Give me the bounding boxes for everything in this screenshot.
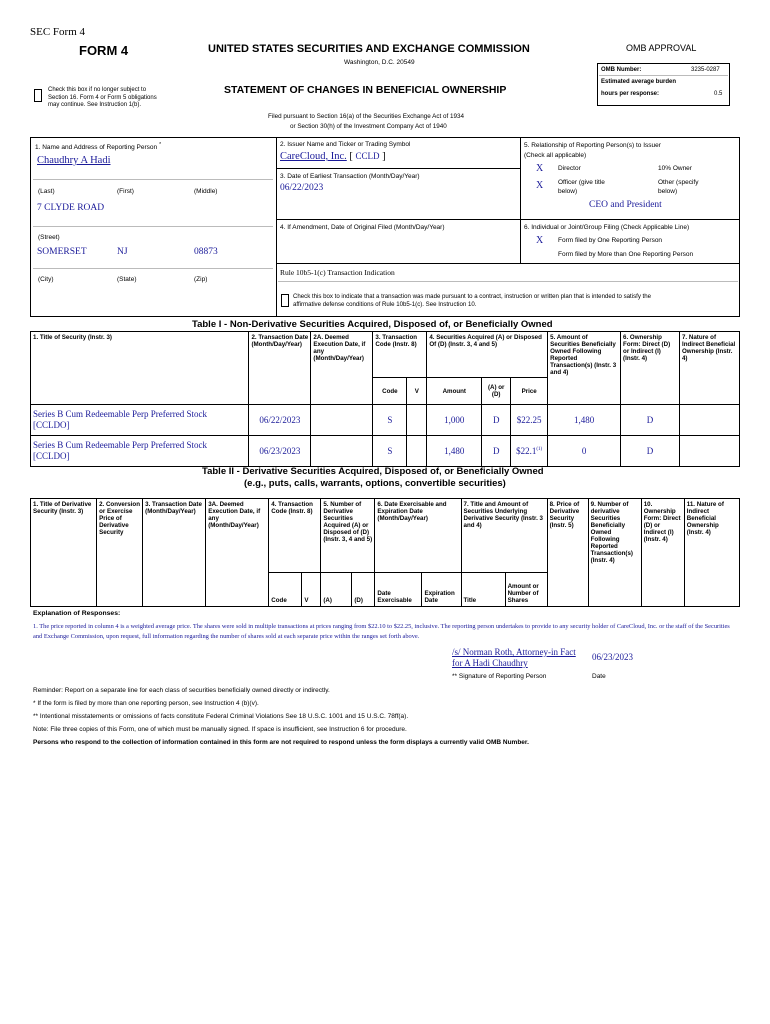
box5-label: 5. Relationship of Reporting Person(s) to Issuer (Check all applicable) bbox=[524, 142, 661, 159]
t1-sub-amount: Amount bbox=[427, 378, 482, 405]
t2-sub-v: V bbox=[302, 573, 321, 607]
no-longer-subject-checkbox[interactable] bbox=[34, 89, 42, 102]
t1-h1: 1. Title of Security (Instr. 3) bbox=[31, 332, 249, 405]
t2-sub-title: Title bbox=[461, 573, 505, 607]
footnote-ref[interactable]: (1) bbox=[536, 447, 543, 452]
t2-sub-expiration: Expiration Date bbox=[422, 573, 461, 607]
filed-pursuant-2: or Section 30(h) of the Investment Company Act of 1940 bbox=[290, 123, 447, 130]
rule-10b5-checkbox[interactable] bbox=[281, 294, 289, 307]
filed-pursuant-1: Filed pursuant to Section 16(a) of the Securities Exchange Act of 1934 bbox=[268, 113, 465, 120]
t2-sub-exercisable: Date Exercisable bbox=[375, 573, 422, 607]
hours-label: hours per response: bbox=[601, 91, 660, 97]
middle-label: (Middle) bbox=[194, 188, 218, 195]
box1-label: 1. Name and Address of Reporting Person * bbox=[35, 142, 162, 152]
earliest-transaction-date: 06/22/2023 bbox=[280, 183, 324, 193]
misstatement-note: ** Intentional misstatements or omissions of facts constitute Federal Criminal Violations See 18 U.S.C. 1001 and 15 U.S.C. 78ff(a). bbox=[33, 713, 409, 720]
state-value: NJ bbox=[117, 247, 128, 257]
t2-sub-a: (A) bbox=[321, 573, 352, 607]
checkbox-instruction: Check this box if no longer subject to Section 16. Form 4 or Form 5 obligations may continue. See Instruction 1(b). bbox=[48, 87, 157, 108]
signature-date: 06/23/2023 bbox=[592, 652, 634, 662]
more-persons-label: Form filed by More than One Reporting Person bbox=[558, 251, 694, 258]
city-value: SOMERSET bbox=[37, 247, 87, 257]
ten-percent-owner-label: 10% Owner bbox=[658, 165, 692, 172]
t2-sub-code: Code bbox=[269, 573, 302, 607]
t1-r2-ad: D bbox=[482, 436, 511, 467]
t1-h7: 7. Nature of Indirect Beneficial Ownership (Instr. 4) bbox=[679, 332, 739, 405]
t1-r1-owned: 1,480 bbox=[548, 405, 621, 436]
omb-number-label: OMB Number: bbox=[601, 67, 642, 73]
t1-r1-amount: 1,000 bbox=[427, 405, 482, 436]
t1-r2-owned: 0 bbox=[548, 436, 621, 467]
zip-value: 08873 bbox=[194, 247, 218, 257]
file-copies-note: Note: File three copies of this Form, one of which must be manually signed. If space is insufficient, see Instruction 6 for procedure. bbox=[33, 726, 407, 733]
rule-10b5-text: Check this box to indicate that a transaction was made pursuant to a contract, instruction or written plan that is intended to satisfy the affirmative defense conditions of Rule 10b5-1(c). See Instruction 10. bbox=[293, 293, 652, 308]
table1-title: Table I - Non-Derivative Securities Acquired, Disposed of, or Beneficially Owned bbox=[192, 319, 553, 330]
t2-h6: 6. Date Exercisable and Expiration Date (Month/Day/Year) bbox=[375, 499, 461, 573]
first-label: (First) bbox=[117, 188, 134, 195]
top-label: SEC Form 4 bbox=[30, 26, 86, 38]
box4-label: 4. If Amendment, Date of Original Filed (Month/Day/Year) bbox=[280, 224, 445, 231]
one-person-label: Form filed by One Reporting Person bbox=[558, 237, 663, 244]
state-label: (State) bbox=[117, 276, 137, 283]
officer-title: CEO and President bbox=[589, 200, 662, 210]
other-label: Other (specify below) bbox=[658, 179, 699, 195]
signature-label: ** Signature of Reporting Person bbox=[452, 673, 547, 680]
box6-label: 6. Individual or Joint/Group Filing (Check Applicable Line) bbox=[524, 224, 690, 231]
omb-notice: Persons who respond to the collection of information contained in this form are not required to respond unless the form displays a currently valid OMB Number. bbox=[33, 739, 529, 746]
instruction-note: * If the form is filed by more than one reporting person, see Instruction 4 (b)(v). bbox=[33, 700, 259, 707]
issuer-field: CareCloud, Inc. [ CCLD ] bbox=[280, 151, 386, 162]
t1-r2-form: D bbox=[621, 436, 680, 467]
statement-title: STATEMENT OF CHANGES IN BENEFICIAL OWNERSHIP bbox=[224, 84, 507, 96]
table2-subtitle: (e.g., puts, calls, warrants, options, convertible securities) bbox=[244, 478, 506, 489]
t1-sub-price: Price bbox=[511, 378, 548, 405]
t2-h1: 1. Title of Derivative Security (Instr. 3) bbox=[31, 499, 97, 607]
officer-label: Officer (give title below) bbox=[558, 179, 605, 195]
t2-h5: 5. Number of Derivative Securities Acquired (A) or Disposed of (D) (Instr. 3, 4 and 5) bbox=[321, 499, 375, 573]
t1-r1-v bbox=[407, 405, 427, 436]
t2-h3: 3. Transaction Date (Month/Day/Year) bbox=[143, 499, 206, 607]
t1-h3: 3. Transaction Code (Instr. 8) bbox=[373, 332, 427, 378]
t1-r1-nature bbox=[679, 405, 739, 436]
t1-r2-price: $22.1$^{(1)}$ bbox=[511, 436, 548, 467]
zip-label: (Zip) bbox=[194, 276, 208, 283]
rule-10b5-label: Rule 10b5-1(c) Transaction Indication bbox=[280, 268, 395, 277]
omb-number-value: 3235-0287 bbox=[691, 67, 720, 73]
burden-label: Estimated average burden bbox=[601, 79, 677, 85]
form-title: FORM 4 bbox=[79, 43, 129, 58]
box2-label: 2. Issuer Name and Ticker or Trading Symbol bbox=[280, 141, 411, 148]
t2-h3a: 3A. Deemed Execution Date, if any (Month/Day/Year) bbox=[206, 499, 269, 607]
t1-r1-deemed bbox=[311, 405, 373, 436]
t1-r2-code: S bbox=[373, 436, 407, 467]
t2-h10: 10. Ownership Form: Direct (D) or Indirect (I) (Instr. 4) bbox=[641, 499, 684, 607]
city-label: (City) bbox=[38, 276, 54, 283]
t1-h5: 5. Amount of Securities Beneficially Owned Following Reported Transaction(s) (Instr. 3 and 4) bbox=[548, 332, 621, 405]
t2-h2: 2. Conversion or Exercise Price of Derivative Security bbox=[97, 499, 143, 607]
t2-h9: 9. Number of derivative Securities Beneficially Owned Following Reported Transaction(s) (Instr. 4) bbox=[588, 499, 641, 607]
director-checkmark[interactable]: X bbox=[536, 163, 544, 174]
table2 bbox=[30, 498, 740, 607]
issuer-name-link[interactable]: CareCloud, Inc. bbox=[280, 151, 347, 162]
street-value: 7 CLYDE ROAD bbox=[37, 203, 105, 213]
t1-sub-v: V bbox=[407, 378, 427, 405]
t2-h11: 11. Nature of Indirect Beneficial Ownership (Instr. 4) bbox=[684, 499, 739, 607]
t1-h6: 6. Ownership Form: Direct (D) or Indirect (I) (Instr. 4) bbox=[621, 332, 680, 405]
t1-r2-deemed bbox=[311, 436, 373, 467]
t1-r1-form: D bbox=[621, 405, 680, 436]
reminder-note: Reminder: Report on a separate line for each class of securities beneficially owned directly or indirectly. bbox=[33, 687, 330, 694]
t1-r2-nature bbox=[679, 436, 739, 467]
t2-sub-amount: Amount or Number of Shares bbox=[505, 573, 547, 607]
t1-r1-code: S bbox=[373, 405, 407, 436]
commission-title: UNITED STATES SECURITIES AND EXCHANGE COMMISSION bbox=[208, 43, 530, 55]
t2-sub-d: (D) bbox=[352, 573, 375, 607]
t2-h4: 4. Transaction Code (Instr. 8) bbox=[269, 499, 321, 573]
location: Washington, D.C. 20549 bbox=[344, 59, 415, 66]
table-row bbox=[31, 436, 740, 467]
footnote-1: 1. The price reported in column 4 is a weighted average price. The shares were sold in multiple transactions at prices ranging from $22.10 to $22.25, inclusive. The reporting person undertakes to provide to any security holder of CareCloud, Inc. or the staff of the Securities and Exchange Commission, upon request, full information regarding the number of shares sold at each separate price within the ranges set forth above. bbox=[33, 623, 730, 640]
t1-r2-amount: 1,480 bbox=[427, 436, 482, 467]
t1-r1-date: 06/22/2023 bbox=[249, 405, 311, 436]
t1-r2-v bbox=[407, 436, 427, 467]
t1-r2-title: Series B Cum Redeemable Perp Preferred Stock [CCLDO] bbox=[31, 436, 249, 467]
table2-title: Table II - Derivative Securities Acquired, Disposed of, or Beneficially Owned bbox=[202, 466, 544, 477]
t1-r2-date: 06/23/2023 bbox=[249, 436, 311, 467]
last-label: (Last) bbox=[38, 188, 55, 195]
t1-h2: 2. Transaction Date (Month/Day/Year) bbox=[249, 332, 311, 405]
ticker-symbol: CCLD bbox=[355, 151, 380, 161]
omb-approval-title: OMB APPROVAL bbox=[626, 43, 697, 53]
table-row bbox=[31, 405, 740, 436]
reporting-person-name[interactable]: Chaudhry A Hadi bbox=[37, 155, 111, 166]
t1-r1-ad: D bbox=[482, 405, 511, 436]
t1-h2a: 2A. Deemed Execution Date, if any (Month/Day/Year) bbox=[311, 332, 373, 405]
signature[interactable]: /s/ Norman Roth, Attorney-in Fact for A Hadi Chaudhry bbox=[452, 647, 576, 668]
t1-sub-code: Code bbox=[373, 378, 407, 405]
box3-label: 3. Date of Earliest Transaction (Month/Day/Year) bbox=[280, 173, 420, 180]
t1-r1-title: Series B Cum Redeemable Perp Preferred Stock [CCLDO] bbox=[31, 405, 249, 436]
explanation-label: Explanation of Responses: bbox=[33, 610, 121, 617]
hours-value: 0.5 bbox=[714, 91, 723, 97]
t2-h8: 8. Price of Derivative Security (Instr. 5) bbox=[547, 499, 588, 607]
t1-r1-price: $22.25 bbox=[511, 405, 548, 436]
t2-h7: 7. Title and Amount of Securities Underlying Derivative Security (Instr. 3 and 4) bbox=[461, 499, 547, 573]
street-label: (Street) bbox=[38, 234, 60, 241]
director-label: Director bbox=[558, 165, 581, 172]
date-label: Date bbox=[592, 673, 606, 680]
officer-checkmark[interactable]: X bbox=[536, 180, 544, 191]
table1 bbox=[30, 331, 740, 467]
t1-sub-ad: (A) or (D) bbox=[482, 378, 511, 405]
t1-h4: 4. Securities Acquired (A) or Disposed Of (D) (Instr. 3, 4 and 5) bbox=[427, 332, 548, 378]
one-person-checkmark[interactable]: X bbox=[536, 235, 544, 246]
